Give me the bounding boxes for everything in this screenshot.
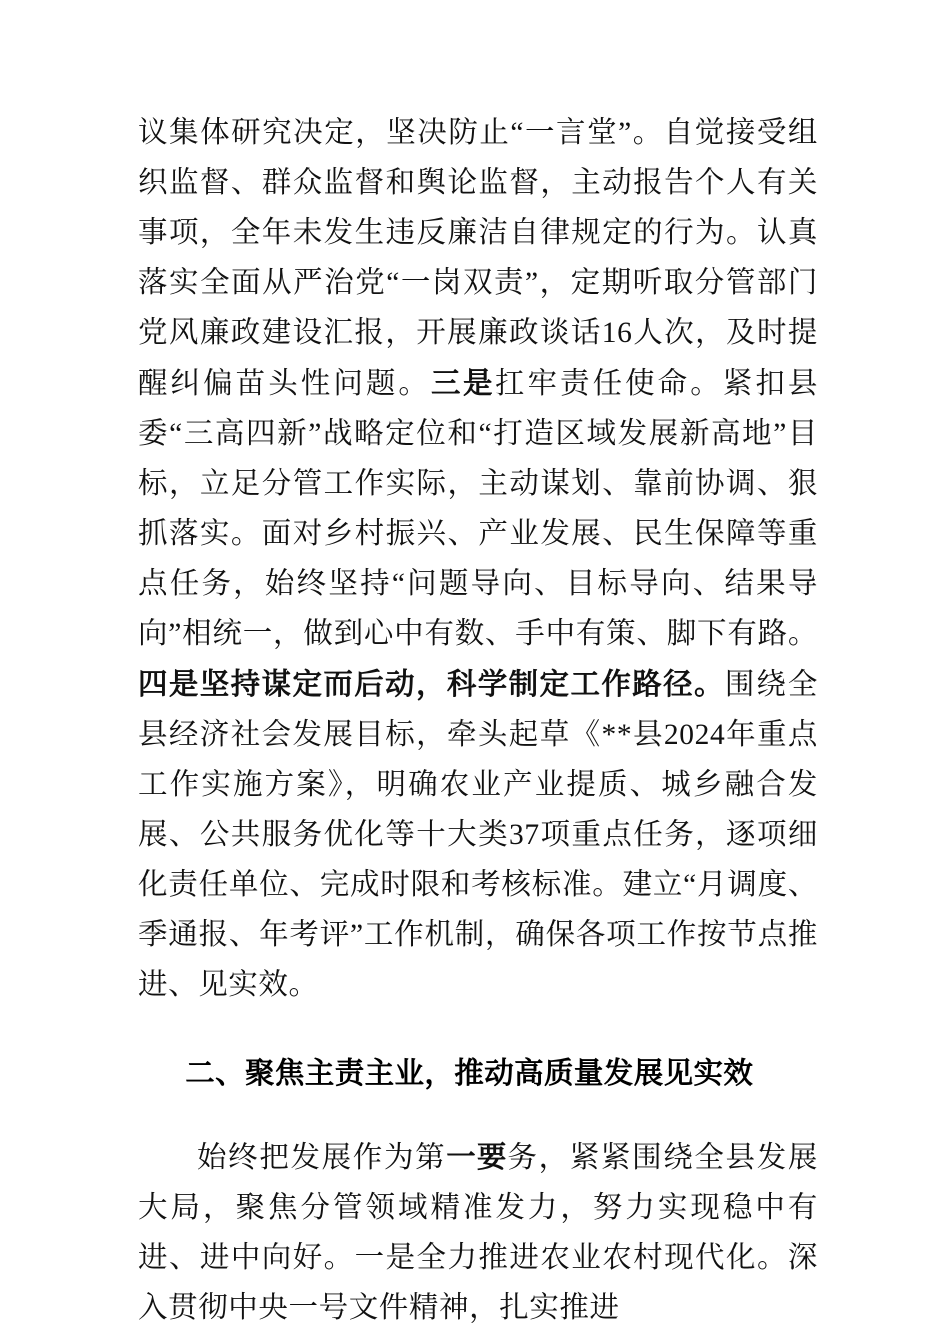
document-content-area	[138, 108, 818, 1333]
paragraph-development-focus	[138, 1132, 818, 1333]
heading-bottom-spacer	[138, 1098, 818, 1132]
text-run-plain-5: 务，紧紧围绕全县发展大局，聚焦分管领域精准发力，努力实现稳中有进、进中向好。一是全力推进农业农村现代化。深入贯彻中央一号文件精神，扎实推进	[138, 1142, 818, 1324]
text-run-bold-yi-yao: 一要	[446, 1140, 508, 1174]
text-run-plain-4: 始终把发展作为第	[197, 1142, 447, 1174]
text-run-plain-2: 扛牢责任使命。紧扣县委“三高四新”战略定位和“打造区域发展新高地”目标，立足分管工作实际，主动谋划、靠前协调、狠抓落实。面对乡村振兴、产业发展、民生保障等重点任务，始终坚持“问题导向、目标导向、结果导向”相统一，做到心中有数、手中有策、脚下有路。	[138, 368, 818, 650]
section-heading-two: 二、聚焦主责主业，推动高质量发展见实效	[185, 1056, 754, 1090]
text-run-bold-san-shi: 三是	[430, 366, 495, 400]
text-run-plain-3: 围绕全县经济社会发展目标，牵头起草《**县2024年重点工作实施方案》，明确农业产业提质、城乡融合发展、公共服务优化等十大类37项重点任务，逐项细化责任单位、完成时限和考核标准。建立“月调度、季通报、年考评”工作机制，确保各项工作按节点推进、见实效。	[138, 669, 819, 1001]
heading-top-spacer	[138, 1010, 818, 1048]
text-run-bold-si-shi: 四是坚持谋定而后动，科学制定工作路径。	[138, 667, 725, 701]
paragraph-discipline-continued	[138, 108, 818, 1010]
text-run-plain: 议集体研究决定，坚决防止“一言堂”。自觉接受组织监督、群众监督和舆论监督，主动报告个人有关事项，全年未发生违反廉洁自律规定的行为。认真落实全面从严治党“一岗双责”，定期听取分管部门党风廉政建设汇报，开展廉政谈话16人次，及时提醒纠偏苗头性问题。	[138, 117, 818, 400]
